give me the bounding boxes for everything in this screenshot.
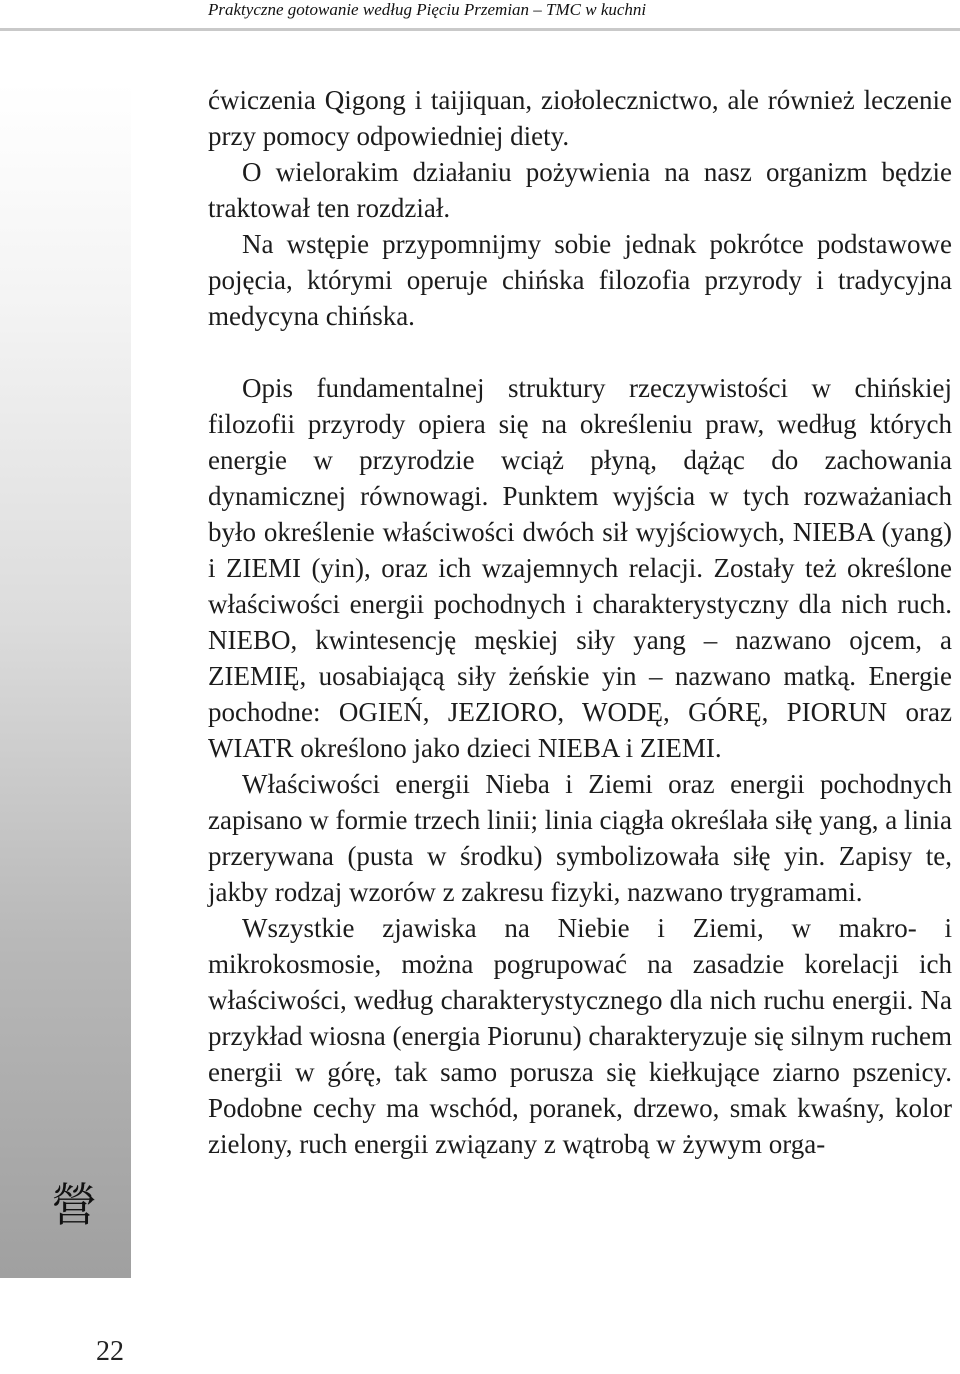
chinese-character-glyph: 營 [51, 1178, 97, 1232]
paragraph: O wielorakim działaniu pożywienia na nasz organizm będzie traktował ten rozdział. [208, 157, 952, 223]
page-header [0, 0, 960, 40]
paragraph: Na wstępie przypomnijmy sobie jednak pokrótce podstawowe pojęcia, którymi operuje chińska filozofia przyrody i tradycyjna medycyna chińska. [208, 229, 952, 331]
page-number: 22 [96, 1336, 124, 1367]
body-text [208, 82, 952, 1162]
running-title: Praktyczne gotowanie według Pięciu Przemian – TMC w kuchni [208, 0, 647, 19]
paragraph: Wszystkie zjawiska na Niebie i Ziemi, w makro- i mikrokosmosie, można pogrupować na zasadzie korelacji ich właściwości, według charakterystycznego dla nich ruchu energii. Na przykład wiosna (energia Piorunu) charakteryzuje się silnym ruchem energii w górę, tak samo porusza się kiełkujące ziarno pszenicy. Podobne cechy ma wschód, poranek, drzewo, smak kwaśny, kolor zielony, ruch energii związany z wątrobą w żywym orga- [208, 913, 953, 1159]
paragraph: Właściwości energii Nieba i Ziemi oraz energii pochodnych zapisano w formie trzech linii; linia ciągła określała siłę yang, a linia przerywana (pusta w środku) symbolizowała siłę yin. Zapisy te, jakby rodzaj wzorów z zakresu fizyki, nazwano trygramami. [208, 769, 952, 907]
paragraph: Opis fundamentalnej struktury rzeczywistości w chińskiej filozofii przyrody opiera się na określeniu praw, według których energie w przyrodzie wciąż płyną, dążąc do zachowania dynamicznej równowagi. Punktem wyjścia w tych rozważaniach było określenie właściwości dwóch sił wyjściowych, NIEBA (yang) i ZIEMI (yin), oraz ich wzajemnych relacji. Zostały też określone właściwości energii pochodnych i charakterystyczny dla nich ruch. NIEBO, kwintesencję męskiej siły yang – nazwano ojcem, a ZIEMIĘ, uosabiającą siły żeńskie yin – nazwano matką. Energie pochodne: OGIEŃ, JEZIORO, WODĘ, GÓRĘ, PIORUN oraz WIATR określono jako dzieci NIEBA i ZIEMI. [208, 373, 952, 763]
paragraph: ćwiczenia Qigong i taijiquan, ziołolecznictwo, ale również leczenie przy pomocy odpowiedniej diety. [208, 85, 952, 151]
header-rule [0, 28, 960, 31]
gradient-side-bar [0, 82, 131, 1278]
